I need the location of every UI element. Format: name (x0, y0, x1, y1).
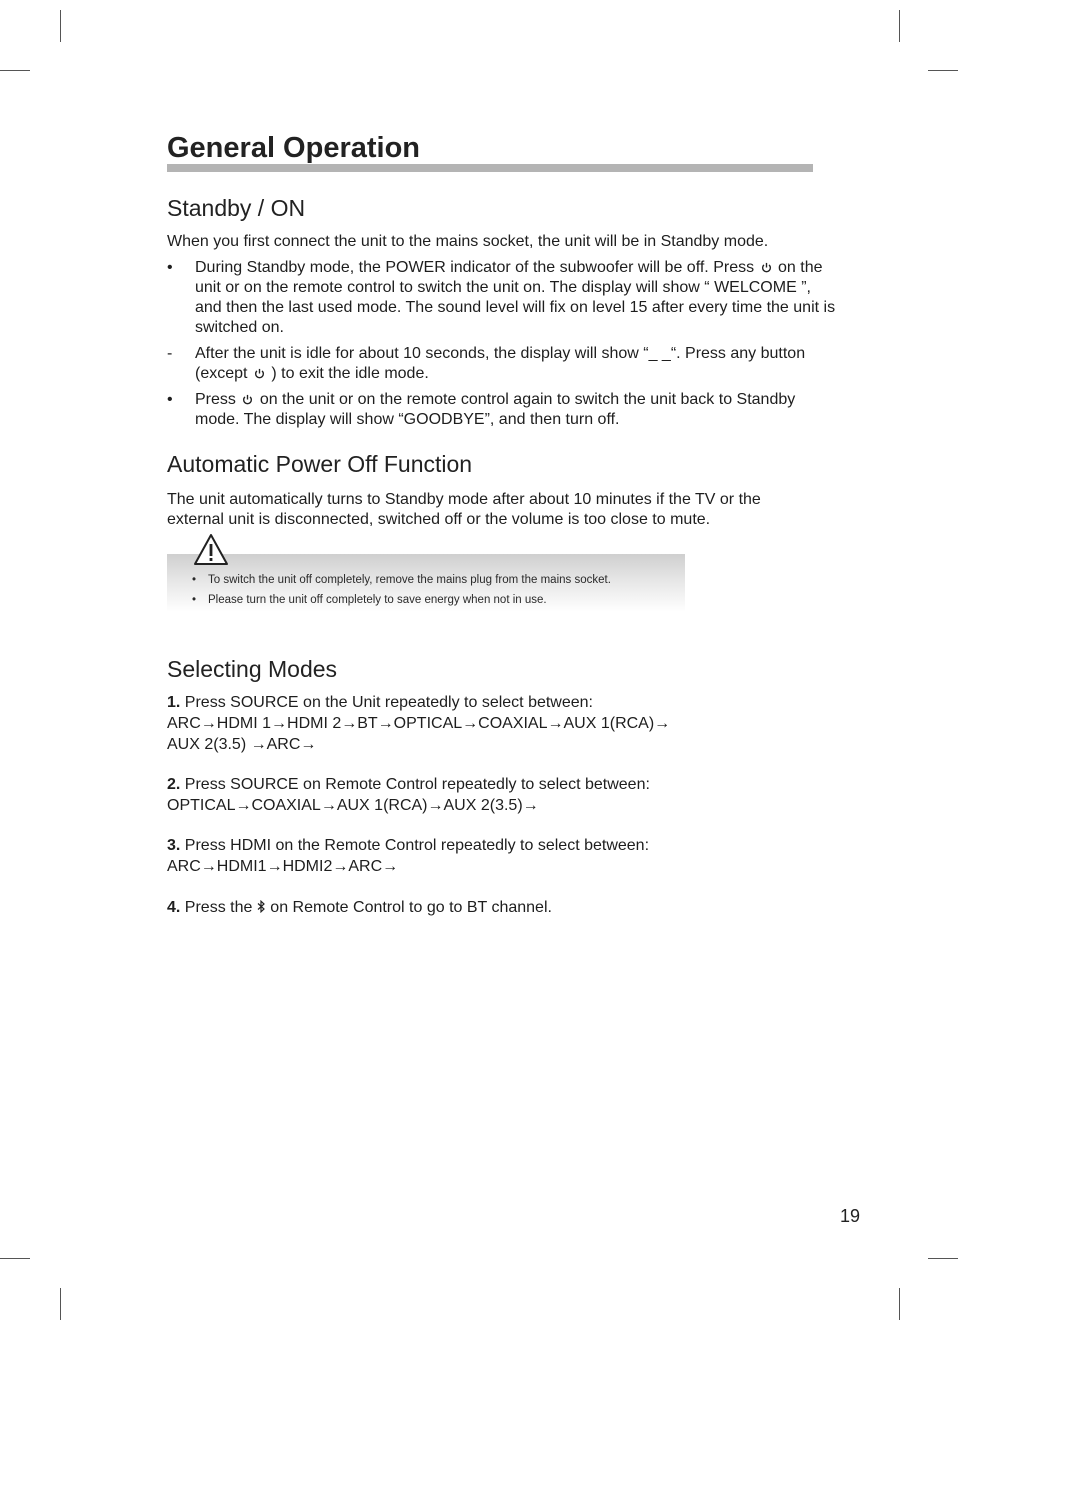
step-line (167, 774, 650, 795)
step-line (167, 692, 670, 713)
section-heading-auto-power-off: Automatic Power Off Function (167, 451, 473, 477)
step-text: on Remote Control to go to BT channel. (270, 899, 552, 916)
bullet-text: Press (195, 391, 236, 408)
crop-mark (0, 70, 30, 71)
power-icon (254, 368, 265, 379)
list-item (192, 590, 685, 610)
step-number: 3. (167, 837, 181, 854)
page-title: General Operation (167, 132, 421, 164)
section-heading-standby: Standby / ON (167, 195, 306, 221)
note-text: To switch the unit off completely, remove the mains plug from the mains socket. (208, 574, 611, 586)
bullet-mark: - (167, 345, 173, 362)
bullet-text: on the unit or on the remote control again to switch the unit back to Standby mode. The display will show “GOODBYE”, and then turn off. (195, 391, 796, 428)
step-text: Press the (184, 899, 253, 916)
note-text: Please turn the unit off completely to save energy when not in use. (208, 594, 547, 606)
step-sequence: ARC→HDMI1→HDMI2→ARC→ (167, 858, 399, 875)
power-icon (242, 394, 253, 405)
bullet-mark: • (167, 391, 173, 408)
warning-note-list (167, 554, 685, 610)
step-text: Press HDMI on the Remote Control repeatedly to select between: (184, 837, 650, 854)
bullet-text: on the unit or on the remote control to switch the unit on. The display will show “ WELCOME ”, and then the last used mode. The sound level will fix on level 15 after every time the unit is switched on. (195, 259, 836, 336)
list-item (167, 258, 837, 338)
warning-triangle-icon (193, 533, 229, 566)
crop-mark (899, 1288, 900, 1320)
list-item (167, 344, 837, 384)
list-item (167, 390, 837, 430)
warning-note-box (167, 554, 685, 612)
step-text: Press SOURCE on Remote Control repeatedly to select between: (184, 776, 650, 793)
standby-bullet-list (167, 258, 837, 430)
bullet-text: ) to exit the idle mode. (271, 365, 429, 382)
mode-step-1 (167, 692, 670, 755)
crop-mark (60, 1288, 61, 1320)
crop-mark (899, 10, 900, 42)
bluetooth-icon (257, 900, 266, 913)
bullet-text: During Standby mode, the POWER indicator of the subwoofer will be off. Press (195, 259, 755, 276)
step-line (167, 835, 649, 856)
step-number: 4. (167, 899, 181, 916)
step-sequence: AUX 2(3.5) →ARC→ (167, 736, 317, 753)
bullet-mark: • (192, 594, 197, 606)
crop-mark (928, 70, 958, 71)
mode-step-3 (167, 835, 649, 877)
power-icon (761, 262, 772, 273)
bullet-mark: • (167, 259, 173, 276)
step-text: Press SOURCE on the Unit repeatedly to select between: (184, 694, 593, 711)
section-heading-selecting-modes: Selecting Modes (167, 656, 338, 682)
auto-power-off-intro: The unit automatically turns to Standby mode after about 10 minutes if the TV or the external unit is disconnected, switched off or the volume is too close to mute. (167, 491, 761, 528)
bullet-text: After the unit is idle for about 10 seconds, the display will show “_ _“. Press any button (except (195, 345, 806, 382)
title-underline (167, 164, 813, 172)
step-number: 1. (167, 694, 181, 711)
step-sequence: OPTICAL→COAXIAL→AUX 1(RCA)→AUX 2(3.5)→ (167, 797, 539, 814)
crop-mark (60, 10, 61, 42)
list-item (192, 570, 685, 590)
bullet-mark: • (192, 574, 197, 586)
mode-step-2 (167, 774, 650, 816)
crop-mark (0, 1258, 30, 1259)
step-number: 2. (167, 776, 181, 793)
mode-step-4 (167, 897, 552, 918)
standby-intro: When you first connect the unit to the mains socket, the unit will be in Standby mode. (167, 233, 769, 250)
page-number: 19 (840, 1206, 861, 1226)
step-sequence: ARC→HDMI 1→HDMI 2→BT→OPTICAL→COAXIAL→AUX 1(RCA)→ (167, 715, 671, 732)
crop-mark (928, 1258, 958, 1259)
